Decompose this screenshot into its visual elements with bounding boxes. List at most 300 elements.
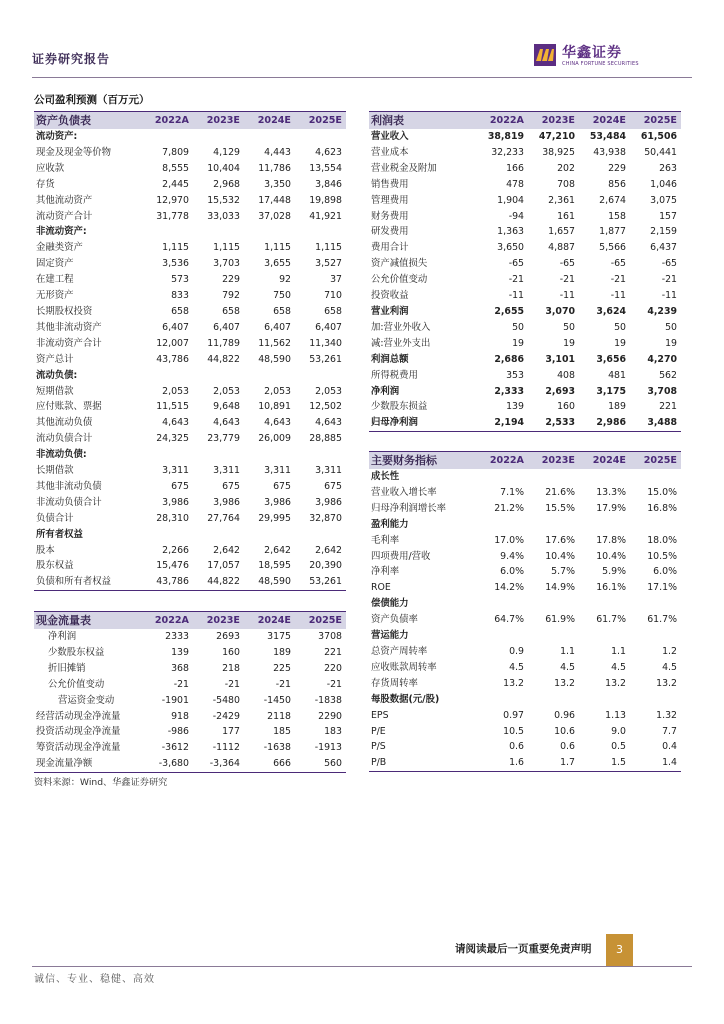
- cell-value: 202: [557, 162, 575, 174]
- row-label: ROE: [371, 582, 391, 594]
- table-row: [369, 304, 681, 320]
- row-label: 总资产周转率: [371, 645, 428, 657]
- cell-value: 16.1%: [596, 582, 626, 594]
- cell-value: 7,809: [162, 146, 189, 158]
- section-title: 公司盈利预测（百万元）: [34, 94, 150, 106]
- disclaimer-link[interactable]: 请阅读最后一页重要免责声明: [455, 943, 592, 955]
- row-label: P/B: [369, 755, 477, 771]
- table-row: [34, 661, 346, 677]
- row-label: 资产总计: [36, 353, 74, 365]
- cell-value: 139: [506, 401, 524, 413]
- table-row: [34, 645, 346, 661]
- table-row: [369, 676, 681, 692]
- row-label: 股本: [36, 544, 55, 556]
- cell-value: 17.0%: [494, 534, 524, 546]
- column-header: 2022A: [142, 112, 193, 130]
- cell-value: 675: [273, 480, 291, 492]
- cell-value: 10.6: [554, 725, 575, 737]
- table-row: [34, 677, 346, 693]
- cell-value: -21: [559, 274, 575, 286]
- table-row: [369, 256, 681, 272]
- table-row: [369, 469, 681, 485]
- table-row: [34, 240, 346, 256]
- row-label: 应付账款、票据: [36, 401, 102, 413]
- table-row: [369, 708, 681, 724]
- cell-value: 12,502: [309, 401, 342, 413]
- table-row: [34, 527, 346, 543]
- cell-value: [193, 447, 244, 463]
- cell-value: 3,986: [264, 496, 291, 508]
- page-header: [32, 40, 692, 78]
- cell-value: 10.4%: [545, 550, 575, 562]
- table-row: [369, 660, 681, 676]
- cell-value: 2,333: [494, 385, 524, 397]
- table-row: [369, 177, 681, 193]
- table-row: [369, 161, 681, 177]
- cell-value: -21: [508, 274, 524, 286]
- cell-value: 3,311: [213, 465, 240, 477]
- cash-flow-table: [34, 611, 346, 773]
- column-header: 2025E: [630, 452, 681, 470]
- table-row: [369, 564, 681, 580]
- cell-value: [477, 628, 528, 644]
- table-row: [34, 368, 346, 384]
- cell-value: -1638: [263, 742, 291, 754]
- cell-value: 13.2: [656, 677, 677, 689]
- cell-value: 161: [557, 210, 575, 222]
- cell-value: 2,053: [264, 385, 291, 397]
- cell-value: 2,674: [599, 194, 626, 206]
- cell-value: [142, 224, 193, 240]
- cell-value: 9,648: [213, 401, 240, 413]
- cell-value: [295, 129, 346, 145]
- cell-value: 4.5: [509, 661, 524, 673]
- cell-value: [477, 469, 528, 485]
- row-label: 投资收益: [371, 290, 409, 302]
- key-indicators-table: [369, 451, 681, 772]
- cell-value: 658: [324, 305, 342, 317]
- cell-value: 4.5: [611, 661, 626, 673]
- row-label: 营业税金及附加: [371, 162, 437, 174]
- table-row: [34, 224, 346, 240]
- cell-value: 1,115: [315, 242, 342, 254]
- cell-value: 4,270: [647, 353, 677, 365]
- cell-value: 0.6: [560, 741, 575, 753]
- table-row: [369, 533, 681, 549]
- table-row: [369, 384, 681, 400]
- cell-value: -3,680: [142, 756, 193, 772]
- cell-value: 6,407: [264, 321, 291, 333]
- cell-value: 1,904: [497, 194, 524, 206]
- table-row: [369, 224, 681, 240]
- cell-value: 189: [273, 646, 291, 658]
- row-label: 成长性: [371, 471, 400, 482]
- table-row: [34, 511, 346, 527]
- row-label: 少数股东损益: [371, 401, 428, 413]
- cell-value: 3,986: [315, 496, 342, 508]
- cell-value: 17,057: [207, 560, 240, 572]
- row-label: 每股数据(元/股): [371, 693, 440, 705]
- cell-value: 221: [324, 646, 342, 658]
- column-header: 2025E: [295, 612, 346, 630]
- column-header: 2025E: [630, 112, 681, 130]
- cell-value: 185: [273, 726, 291, 738]
- row-label: 其他流动负债: [36, 417, 93, 429]
- cell-value: 3,070: [545, 305, 575, 317]
- table-row: [34, 740, 346, 756]
- cell-value: -986: [167, 726, 189, 738]
- cell-value: 53,261: [295, 574, 346, 590]
- cell-value: 710: [324, 290, 342, 302]
- cell-value: [477, 692, 528, 708]
- cell-value: 481: [608, 369, 626, 381]
- cell-value: [477, 596, 528, 612]
- cell-value: 4,129: [213, 146, 240, 158]
- cell-value: 189: [608, 401, 626, 413]
- cell-value: 2,986: [579, 415, 630, 431]
- row-label: 销售费用: [371, 178, 409, 190]
- cell-value: 675: [324, 480, 342, 492]
- cell-value: [579, 692, 630, 708]
- cell-value: 26,009: [258, 433, 291, 445]
- logo-mark-icon: [534, 44, 556, 66]
- cell-value: 50,441: [644, 146, 677, 158]
- cell-value: 15.0%: [647, 486, 677, 498]
- cell-value: -1112: [212, 742, 240, 754]
- row-label: 营业成本: [371, 146, 409, 158]
- cell-value: 4,443: [264, 146, 291, 158]
- cell-value: 43,786: [142, 574, 193, 590]
- cell-value: 3,656: [596, 353, 626, 365]
- cell-value: 11,515: [156, 401, 189, 413]
- cell-value: 53,484: [589, 131, 626, 142]
- cell-value: 2,159: [650, 226, 677, 238]
- cell-value: 6.0%: [653, 566, 677, 578]
- cell-value: 19: [512, 337, 524, 349]
- cell-value: 4,643: [213, 417, 240, 429]
- cell-value: 15.5%: [545, 502, 575, 514]
- table-row: [369, 612, 681, 628]
- cell-value: 16.8%: [647, 502, 677, 514]
- table-row: [369, 549, 681, 565]
- cell-value: 166: [506, 162, 524, 174]
- cell-value: 708: [557, 178, 575, 190]
- cell-value: 28,310: [156, 512, 189, 524]
- cell-value: 1.5: [579, 755, 630, 771]
- cell-value: 3,311: [264, 465, 291, 477]
- cell-value: [193, 224, 244, 240]
- table-row: [369, 272, 681, 288]
- income-statement-header-row: [369, 112, 681, 130]
- cell-value: 21.2%: [494, 502, 524, 514]
- company-motto: 诚信、专业、稳健、高效: [34, 974, 155, 985]
- cell-value: 3175: [267, 631, 291, 642]
- row-label: 负债合计: [36, 512, 74, 524]
- cell-value: 2,533: [528, 415, 579, 431]
- cell-value: 11,562: [258, 337, 291, 349]
- cell-value: 2,693: [545, 385, 575, 397]
- cell-value: 13.2: [554, 677, 575, 689]
- cell-value: 0.6: [509, 741, 524, 753]
- cell-value: 675: [171, 480, 189, 492]
- cell-value: 53,261: [309, 353, 342, 365]
- cell-value: 2,686: [494, 353, 524, 365]
- balance-sheet-header-row: [34, 112, 346, 130]
- cell-value: 29,995: [258, 512, 291, 524]
- cell-value: 3,311: [162, 465, 189, 477]
- cell-value: 3,650: [497, 242, 524, 254]
- cell-value: 2,361: [548, 194, 575, 206]
- cell-value: 23,779: [207, 433, 240, 445]
- row-label: 资产减值损失: [371, 258, 428, 270]
- column-header: 2023E: [193, 112, 244, 130]
- cell-value: [295, 447, 346, 463]
- cell-value: 20,390: [309, 560, 342, 572]
- income-statement-table: [369, 111, 681, 432]
- cell-value: 3,311: [315, 465, 342, 477]
- cell-value: 160: [557, 401, 575, 413]
- row-label: 非流动资产:: [36, 226, 87, 238]
- cell-value: 478: [506, 178, 524, 190]
- table-row: [34, 495, 346, 511]
- cell-value: 2118: [267, 710, 291, 722]
- cell-value: 2,266: [162, 544, 189, 556]
- cell-value: 32,870: [309, 512, 342, 524]
- cell-value: 5,566: [599, 242, 626, 254]
- cell-value: 1.1: [560, 645, 575, 657]
- table-row: [34, 447, 346, 463]
- table-row: [369, 692, 681, 708]
- cell-value: 792: [222, 290, 240, 302]
- table-row: [369, 145, 681, 161]
- cell-value: [528, 628, 579, 644]
- key-indicators-header-row: [369, 452, 681, 470]
- cell-value: -1838: [314, 694, 342, 706]
- table-row: [369, 336, 681, 352]
- table-row: [369, 129, 681, 145]
- cell-value: 13.2: [503, 677, 524, 689]
- cell-value: 160: [222, 646, 240, 658]
- cell-value: 658: [222, 305, 240, 317]
- cell-value: 50: [614, 321, 626, 333]
- row-label: 投资活动现金净流量: [36, 726, 121, 738]
- table-row: [34, 431, 346, 447]
- cell-value: 9.4%: [500, 550, 524, 562]
- table-row: [34, 463, 346, 479]
- row-label: 盈利能力: [371, 518, 409, 530]
- cell-value: 3,488: [630, 415, 681, 431]
- income-statement-title: 利润表: [369, 112, 477, 130]
- row-label: 现金及现金等价物: [36, 146, 112, 158]
- cell-value: [630, 628, 681, 644]
- cell-value: [528, 692, 579, 708]
- cell-value: 17.9%: [596, 502, 626, 514]
- table-row: [369, 352, 681, 368]
- table-row: [34, 629, 346, 645]
- cell-value: -21: [275, 678, 291, 690]
- cell-value: 368: [171, 662, 189, 674]
- cell-value: -65: [610, 258, 626, 270]
- cell-value: [630, 596, 681, 612]
- row-label: 股东权益: [36, 560, 74, 572]
- cell-value: -11: [508, 290, 524, 302]
- cell-value: 33,033: [207, 210, 240, 222]
- cell-value: -5480: [212, 694, 240, 706]
- row-label: 折旧摊销: [48, 662, 86, 674]
- cell-value: 4,623: [315, 146, 342, 158]
- cell-value: 177: [222, 726, 240, 738]
- cell-value: [244, 447, 295, 463]
- cell-value: 1.32: [656, 709, 677, 721]
- cell-value: 2,053: [162, 385, 189, 397]
- row-label: 公允价值变动: [371, 274, 428, 286]
- row-label: 应收款: [36, 162, 65, 174]
- cell-value: 44,822: [193, 574, 244, 590]
- cell-value: -21: [661, 274, 677, 286]
- row-label: 营运能力: [371, 630, 409, 642]
- cell-value: 3,075: [650, 194, 677, 206]
- cell-value: 833: [171, 290, 189, 302]
- cell-value: 50: [665, 321, 677, 333]
- cell-value: 562: [659, 369, 677, 381]
- cell-value: 61.7%: [647, 614, 677, 626]
- row-label: 流动负债合计: [36, 433, 93, 445]
- key-indicators-title: 主要财务指标: [369, 452, 477, 470]
- table-row: [34, 384, 346, 400]
- cell-value: 3,655: [264, 258, 291, 270]
- cell-value: 3,175: [596, 385, 626, 397]
- table-row: [369, 399, 681, 415]
- table-row: [369, 320, 681, 336]
- cell-value: 48,590: [258, 353, 291, 365]
- cell-value: 2,642: [315, 544, 342, 556]
- cell-value: -21: [224, 678, 240, 690]
- column-header: 2023E: [193, 612, 244, 630]
- cell-value: 50: [512, 321, 524, 333]
- page-number-badge: 3: [606, 934, 633, 966]
- table-row: [34, 543, 346, 559]
- cell-value: 14.2%: [494, 582, 524, 594]
- row-label: 其他流动资产: [36, 194, 93, 206]
- row-label: 非流动负债合计: [36, 496, 102, 508]
- cell-value: 10,891: [258, 401, 291, 413]
- cell-value: 17.1%: [647, 582, 677, 594]
- row-label: 非流动资产合计: [36, 337, 102, 349]
- cell-value: 4,643: [315, 417, 342, 429]
- cell-value: 13.3%: [596, 486, 626, 498]
- cell-value: 1.13: [605, 709, 626, 721]
- cell-value: 12,007: [156, 337, 189, 349]
- cell-value: 2,053: [315, 385, 342, 397]
- cell-value: 1,115: [264, 242, 291, 254]
- cell-value: 225: [273, 662, 291, 674]
- cell-value: 6.0%: [500, 566, 524, 578]
- row-label: 长期股权投资: [36, 305, 93, 317]
- cell-value: [193, 368, 244, 384]
- cell-value: 139: [171, 646, 189, 658]
- cell-value: 2,642: [213, 544, 240, 556]
- cell-value: 666: [244, 756, 295, 772]
- cell-value: -1913: [314, 742, 342, 754]
- cell-value: 560: [295, 756, 346, 772]
- row-label: 无形资产: [36, 290, 74, 302]
- cell-value: 37: [330, 274, 342, 286]
- row-label: 净利润: [48, 631, 77, 642]
- cell-value: [142, 129, 193, 145]
- cell-value: 3,536: [162, 258, 189, 270]
- cell-value: -2429: [212, 710, 240, 722]
- cell-value: 11,789: [207, 337, 240, 349]
- column-header: 2025E: [295, 112, 346, 130]
- cash-flow-header-row: [34, 612, 346, 630]
- table-row: [34, 193, 346, 209]
- cell-value: 15,532: [207, 194, 240, 206]
- cell-value: 10.5: [503, 725, 524, 737]
- cell-value: [295, 368, 346, 384]
- cell-value: [528, 469, 579, 485]
- cell-value: -21: [173, 678, 189, 690]
- cell-value: 2333: [165, 631, 189, 642]
- table-row: [34, 304, 346, 320]
- table-row: [34, 177, 346, 193]
- cell-value: -65: [559, 258, 575, 270]
- footer-divider: [32, 966, 692, 967]
- cell-value: 221: [659, 401, 677, 413]
- table-row: [34, 479, 346, 495]
- cell-value: [244, 527, 295, 543]
- cash-flow-title: 现金流量表: [34, 612, 142, 630]
- cell-value: 750: [273, 290, 291, 302]
- cell-value: -3,364: [193, 756, 244, 772]
- cell-value: [579, 517, 630, 533]
- cell-value: 61.7%: [596, 614, 626, 626]
- balance-sheet-title: 资产负债表: [34, 112, 142, 130]
- cell-value: 10,404: [207, 162, 240, 174]
- row-label: 毛利率: [371, 534, 400, 546]
- cell-value: 675: [222, 480, 240, 492]
- cell-value: [193, 527, 244, 543]
- row-label: 利润总额: [371, 353, 409, 365]
- column-header: 2023E: [528, 452, 579, 470]
- table-row: [369, 501, 681, 517]
- cell-value: 0.5: [611, 741, 626, 753]
- cell-value: -1450: [263, 694, 291, 706]
- column-header: 2024E: [244, 112, 295, 130]
- row-label: 负债和所有者权益: [34, 574, 142, 590]
- table-row: [34, 756, 346, 772]
- table-row: [34, 161, 346, 177]
- cell-value: 38,819: [487, 131, 524, 142]
- table-row: [34, 415, 346, 431]
- cell-value: -94: [508, 210, 524, 222]
- row-label: 固定资产: [36, 258, 74, 270]
- table-row: [369, 368, 681, 384]
- table-row: [34, 336, 346, 352]
- cell-value: 6,407: [315, 321, 342, 333]
- cell-value: 353: [506, 369, 524, 381]
- cell-value: 12,970: [156, 194, 189, 206]
- cell-value: 229: [222, 274, 240, 286]
- cell-value: 13.2: [605, 677, 626, 689]
- row-label: 少数股东权益: [48, 646, 105, 658]
- row-label: 金融类资产: [36, 242, 83, 254]
- table-row: [369, 596, 681, 612]
- row-label: 费用合计: [371, 242, 409, 254]
- row-label: 减:营业外支出: [371, 337, 431, 349]
- cell-value: 9.0: [611, 725, 626, 737]
- column-header: 2024E: [244, 612, 295, 630]
- row-label: 所得税费用: [371, 369, 418, 381]
